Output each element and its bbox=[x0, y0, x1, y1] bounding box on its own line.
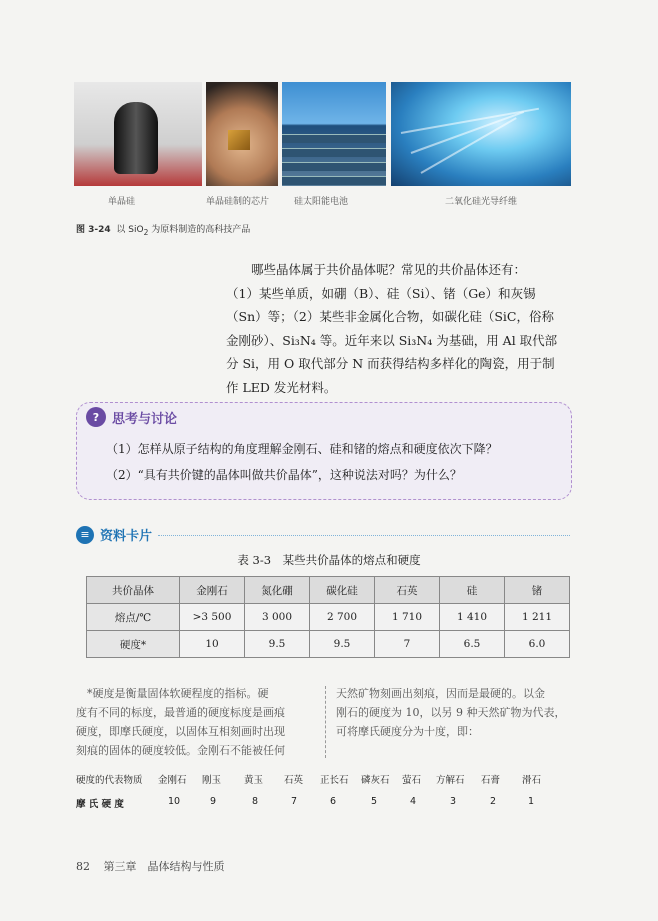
figure-caption-sub: 2 bbox=[143, 227, 149, 237]
table-header-cell: 碳化硅 bbox=[310, 577, 375, 604]
mohs-value: 5 bbox=[371, 796, 378, 807]
mohs-value: 2 bbox=[490, 796, 497, 807]
photo-caption: 硅太阳能电池 bbox=[294, 197, 349, 207]
table-row bbox=[87, 631, 570, 658]
table-header-cell: 石英 bbox=[375, 577, 440, 604]
photo-optical-fiber bbox=[391, 82, 571, 186]
column-divider bbox=[325, 686, 326, 758]
table-row-label: 熔点/℃ bbox=[87, 604, 180, 631]
page-number: 82 bbox=[76, 860, 90, 873]
mohs-mineral: 方解石 bbox=[436, 775, 465, 786]
table-row bbox=[87, 604, 570, 631]
footnote-line: 可将摩氏硬度分为十度，即： bbox=[336, 725, 479, 738]
table-cell: 1 211 bbox=[505, 604, 570, 631]
chapter-title: 第三章 晶体结构与性质 bbox=[103, 860, 225, 873]
think-question: （2）“具有共价键的晶体叫做共价晶体”，这种说法对吗？为什么？ bbox=[106, 468, 462, 482]
table-cell: 7 bbox=[375, 631, 440, 658]
footnote-line: *硬度是衡量固体软硬程度的指标。硬 bbox=[87, 687, 269, 700]
mohs-mineral: 黄玉 bbox=[244, 775, 264, 786]
figure-caption-post: 为原料制造的高科技产品 bbox=[148, 225, 251, 235]
photo-monocrystalline-silicon bbox=[74, 82, 202, 186]
data-card-divider bbox=[158, 531, 570, 536]
mohs-value: 10 bbox=[168, 796, 181, 807]
paragraph-line: 作 LED 发光材料。 bbox=[226, 379, 337, 395]
mohs-value: 8 bbox=[252, 796, 259, 807]
table-cell: 1 710 bbox=[375, 604, 440, 631]
table-cell: 9.5 bbox=[310, 631, 375, 658]
photo-caption: 单晶硅制的芯片 bbox=[206, 197, 270, 207]
mohs-value: 6 bbox=[330, 796, 337, 807]
solar-panel-row bbox=[282, 176, 386, 185]
paragraph-line: （Sn）等；（2）某些非金属化合物，如碳化硅（SiC，俗称 bbox=[226, 309, 554, 324]
table-header-row bbox=[87, 577, 570, 604]
table-cell: 10 bbox=[180, 631, 245, 658]
figure-caption-pre: 以 SiO bbox=[116, 225, 144, 235]
photo-caption: 单晶硅 bbox=[108, 197, 136, 207]
mohs-row-label: 硬度的代表物质 bbox=[76, 775, 143, 786]
paragraph-line: （1）某些单质，如硼（B）、硅（Si）、锗（Ge）和灰锡 bbox=[226, 285, 536, 301]
footnote-line: 刻痕的固体的硬度较低。金刚石不能被任何 bbox=[76, 744, 285, 757]
properties-table bbox=[86, 576, 570, 658]
table-cell: 9.5 bbox=[245, 631, 310, 658]
mohs-value: 4 bbox=[410, 796, 417, 807]
table-cell: 3 000 bbox=[245, 604, 310, 631]
mohs-mineral: 金刚石 bbox=[158, 775, 187, 786]
silicon-ingot bbox=[114, 102, 158, 174]
photo-caption: 二氧化硅光导纤维 bbox=[445, 197, 518, 207]
page-footer bbox=[76, 858, 225, 874]
solar-panel-row bbox=[282, 162, 386, 171]
footnote-line: 硬度，即摩氏硬度，以固体互相刻画时出现 bbox=[76, 725, 285, 738]
paragraph-line: 金刚砂）、Si₃N₄ 等。近年来以 Si₃N₄ 为基础，用 Al 取代部 bbox=[226, 332, 558, 348]
body-paragraph bbox=[226, 258, 576, 399]
mohs-mineral: 磷灰石 bbox=[361, 775, 390, 786]
table-header-cell: 锗 bbox=[505, 577, 570, 604]
data-card-header bbox=[76, 525, 152, 544]
data-card-title: 资料卡片 bbox=[100, 529, 153, 544]
footnote-line: 刚石的硬度为 10，以另 9 种天然矿物为代表， bbox=[336, 706, 566, 719]
mohs-mineral: 刚玉 bbox=[202, 775, 222, 786]
paragraph-line: 分 Si，用 O 取代部分 N 而获得结构多样化的陶瓷，用于制 bbox=[226, 356, 555, 371]
mohs-value: 1 bbox=[528, 796, 535, 807]
table-cell: 2 700 bbox=[310, 604, 375, 631]
mohs-mineral: 石英 bbox=[284, 775, 304, 786]
footnote-left bbox=[76, 684, 316, 760]
solar-panel-row bbox=[282, 134, 386, 143]
mohs-mineral: 滑石 bbox=[522, 775, 542, 786]
footnote-line: 度有不同的标度，最普通的硬度标度是画痕 bbox=[76, 706, 285, 719]
mohs-value: 9 bbox=[210, 796, 217, 807]
think-discuss-title: 思考与讨论 bbox=[112, 411, 178, 427]
fiber-strand bbox=[411, 111, 524, 154]
table-header-cell: 共价晶体 bbox=[87, 577, 180, 604]
table-row-label: 硬度* bbox=[87, 631, 180, 658]
think-question: （1）怎样从原子结构的角度理解金刚石、硅和锗的熔点和硬度依次下降？ bbox=[106, 442, 498, 456]
footnote-line: 天然矿物刻画出刻痕，因而是最硬的。以金 bbox=[336, 687, 545, 700]
solar-panel-row bbox=[282, 148, 386, 157]
mohs-mineral: 石膏 bbox=[481, 775, 501, 786]
think-discuss-header bbox=[86, 407, 177, 427]
table-cell: 1 410 bbox=[440, 604, 505, 631]
table-cell: 6.0 bbox=[505, 631, 570, 658]
table-cell: 6.5 bbox=[440, 631, 505, 658]
mohs-mineral: 正长石 bbox=[320, 775, 349, 786]
table-header-cell: 硅 bbox=[440, 577, 505, 604]
photo-solar-cells bbox=[282, 82, 386, 186]
mohs-value: 7 bbox=[291, 796, 298, 807]
table-cell: >3 500 bbox=[180, 604, 245, 631]
footnote-right bbox=[336, 684, 576, 741]
mohs-value: 3 bbox=[450, 796, 457, 807]
figure-number: 图 3-24 bbox=[76, 225, 111, 235]
table-title: 表 3-3 某些共价晶体的熔点和硬度 bbox=[237, 553, 421, 567]
paragraph-line: 哪些晶体属于共价晶体呢？常见的共价晶体还有： bbox=[251, 262, 527, 277]
discussion-icon: ? bbox=[86, 407, 106, 427]
data-card-icon: ≡ bbox=[76, 526, 94, 544]
figure-caption bbox=[76, 222, 250, 237]
mohs-mineral: 萤石 bbox=[402, 775, 422, 786]
table-header-cell: 氮化硼 bbox=[245, 577, 310, 604]
table-header-cell: 金刚石 bbox=[180, 577, 245, 604]
photo-silicon-chip bbox=[206, 82, 278, 186]
chip-shape bbox=[228, 130, 250, 150]
mohs-row-label: 摩 氏 硬 度 bbox=[76, 799, 124, 810]
